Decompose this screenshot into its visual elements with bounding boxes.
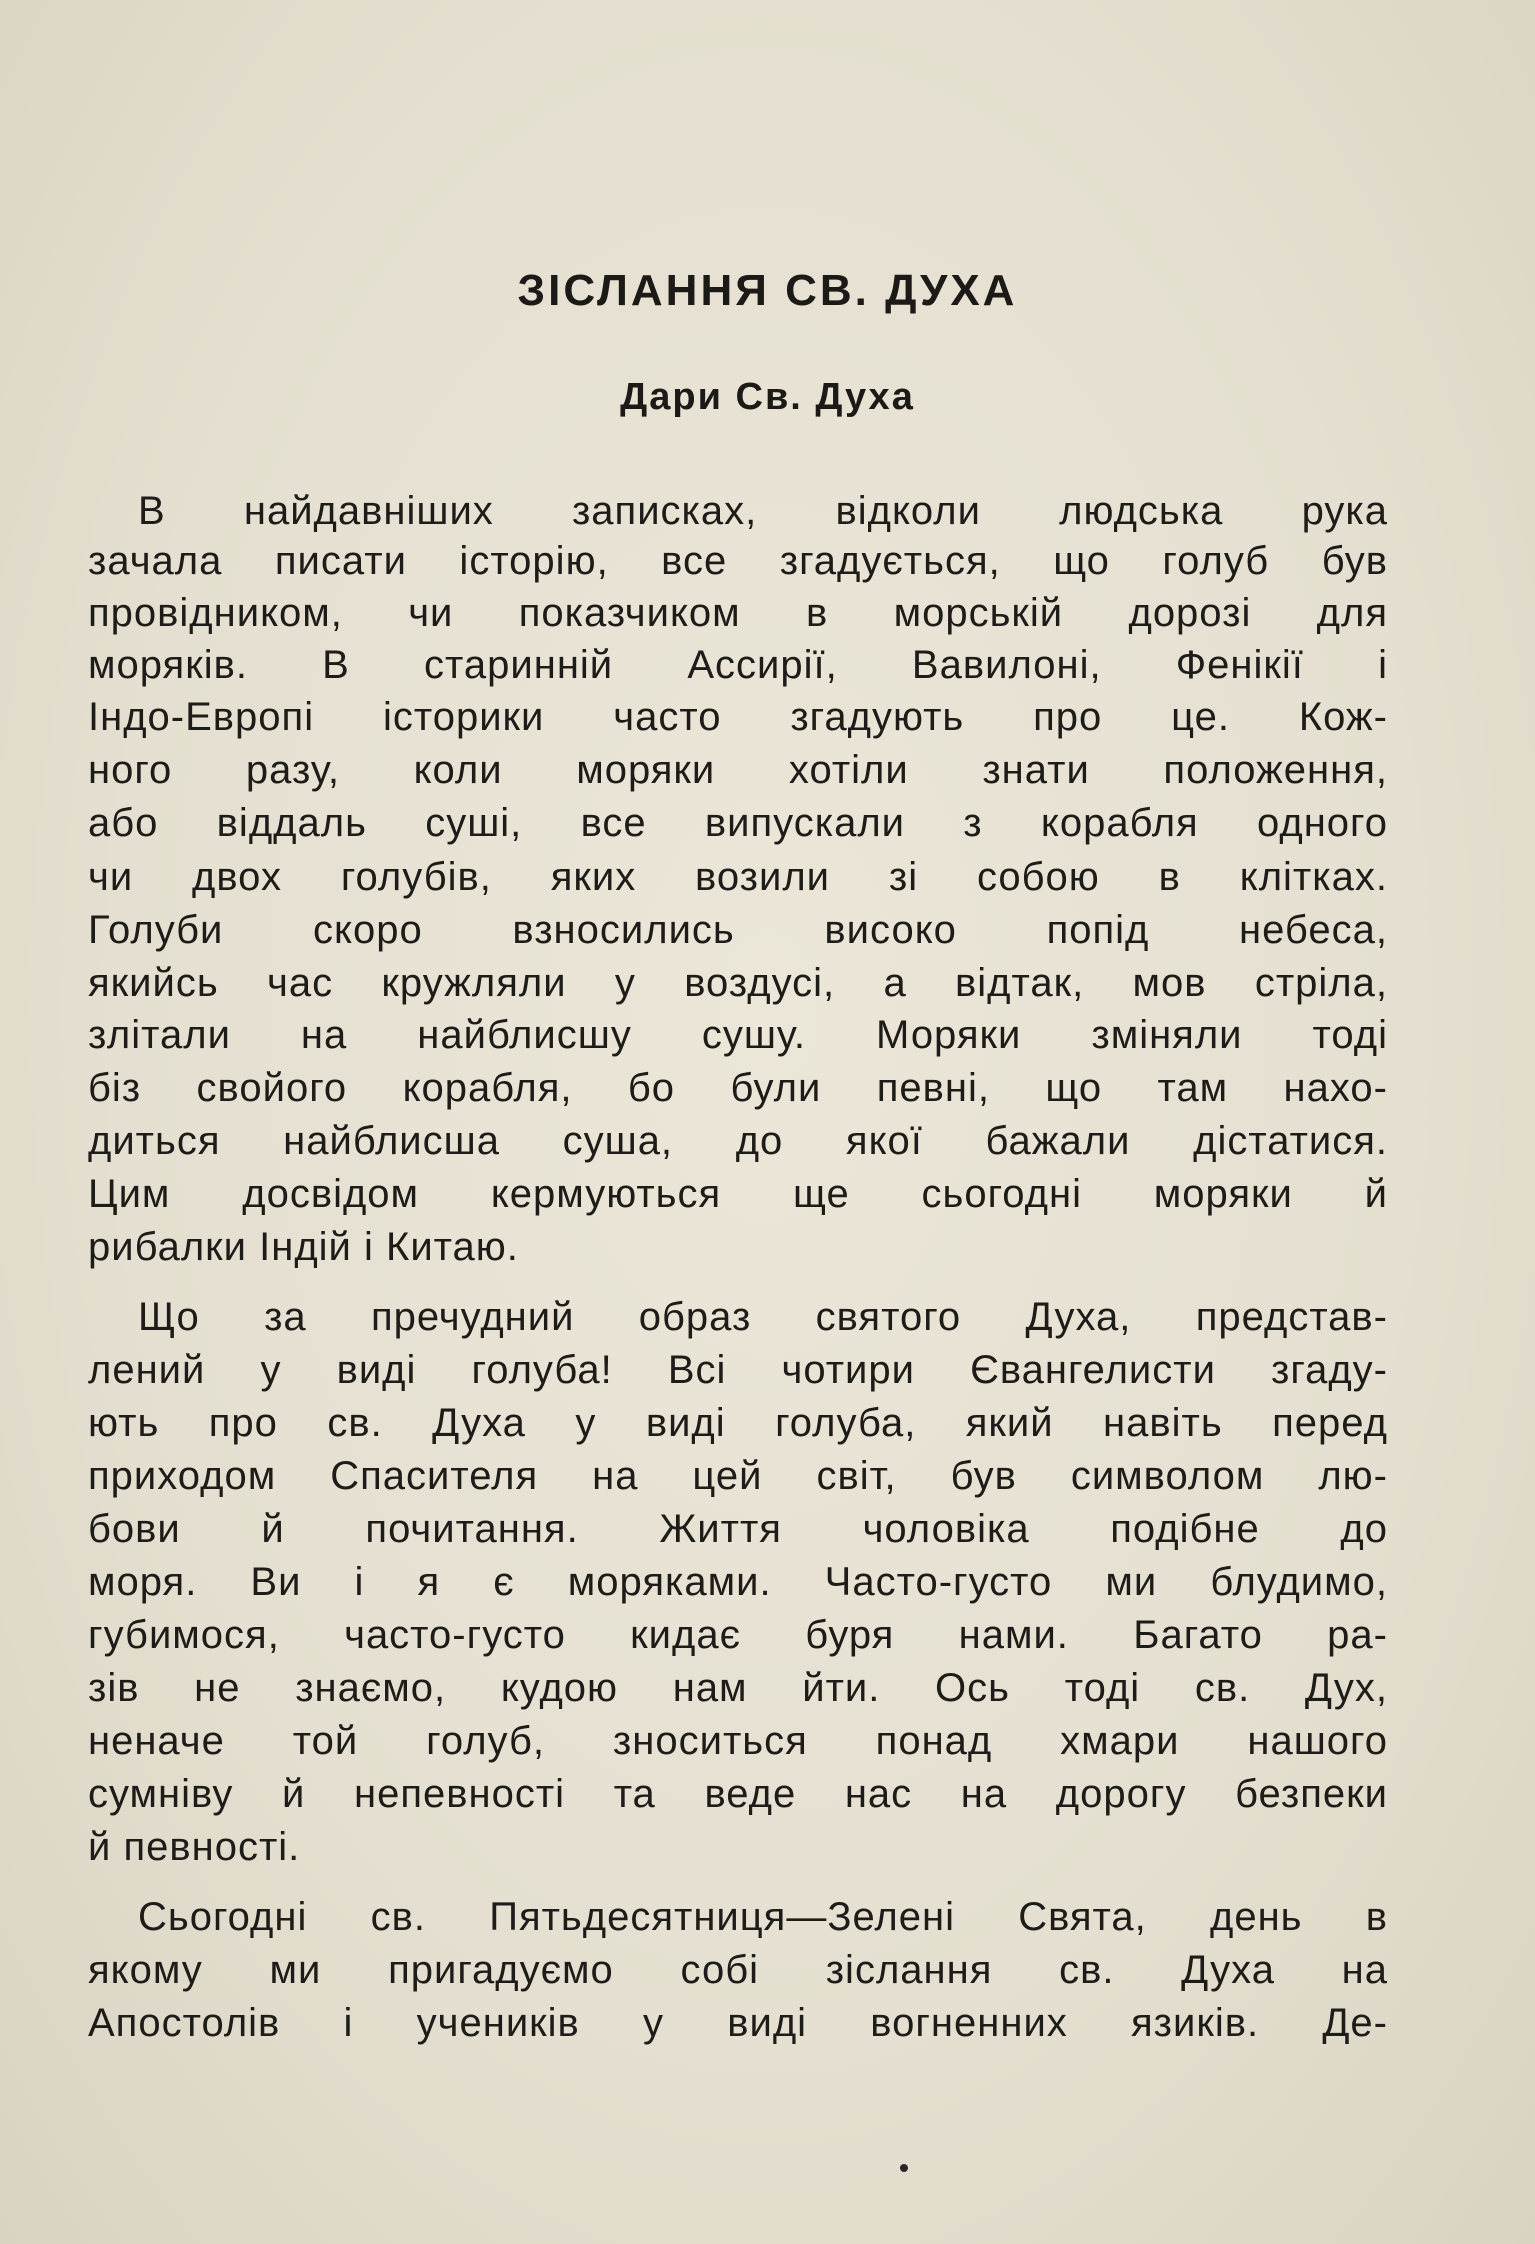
text-line: біз свойого корабля, бо були певні, що там нахо- [88,1066,1388,1110]
text-line: чи двох голубів, яких возили зі собою в клітках. [88,855,1388,899]
text-line: якому ми пригадуємо собі зіслання св. Духа на [88,1948,1388,1992]
text-line: приходом Спасителя на цей світ, був символом лю- [88,1454,1388,1498]
text-line: моряків. В старинній Ассирії, Вавилоні, Фенікії і [88,643,1388,687]
text-line: ють про св. Духа у виді голуба, який навіть перед [88,1401,1388,1445]
text-line: зачала писати історію, все згадується, що голуб був [88,539,1388,583]
text-line: зів не знаємо, кудою нам йти. Ось тоді св. Дух, [88,1666,1388,1710]
text-line: диться найблисша суша, до якої бажали дістатися. [88,1119,1388,1163]
text-line: Голуби скоро взносились високо попід небеса, [88,908,1388,952]
text-line: Індо-Европі історики часто згадують про це. Кож- [88,695,1388,739]
text-line: й певності. [88,1825,301,1869]
text-line: неначе той голуб, зноситься понад хмари нашого [88,1719,1388,1763]
text-line: провідником, чи показчиком в морській дорозі для [88,591,1388,635]
page-title: ЗІСЛАННЯ СВ. ДУХА [517,266,1018,315]
section-subtitle: Дари Св. Духа [620,376,915,418]
text-line: якийсь час кружляли у воздусі, а відтак, мов стріла, [88,961,1388,1005]
text-line: рибалки Індій і Китаю. [88,1225,519,1269]
text-line: Що за пречудний образ святого Духа, представ- [138,1295,1388,1339]
text-line: сумніву й непевності та веде нас на дорогу безпеки [88,1772,1388,1816]
text-line: ного разу, коли моряки хотіли знати положення, [88,748,1388,792]
text-line: Сьогодні св. Пятьдесятниця—Зелені Свята, день в [138,1895,1388,1939]
text-line: Апостолів і учеників у виді вогненних язиків. Де- [88,2001,1388,2045]
text-line: лений у виді голуба! Всі чотири Євангелисти згаду- [88,1348,1388,1392]
text-line: Цим досвідом кермуються ще сьогодні моряки й [88,1172,1388,1216]
text-line: В найдавніших записках, відколи людська рука [138,489,1388,533]
text-line: бови й почитання. Життя чоловіка подібне до [88,1507,1388,1551]
print-speck [900,2164,908,2172]
text-line: губимося, часто-густо кидає буря нами. Багато ра- [88,1613,1388,1657]
text-line: моря. Ви і я є моряками. Часто-густо ми блудимо, [88,1560,1388,1604]
text-line: або віддаль суші, все випускали з корабля одного [88,801,1388,845]
text-line: злітали на найблисшу сушу. Моряки зміняли тоді [88,1013,1388,1057]
